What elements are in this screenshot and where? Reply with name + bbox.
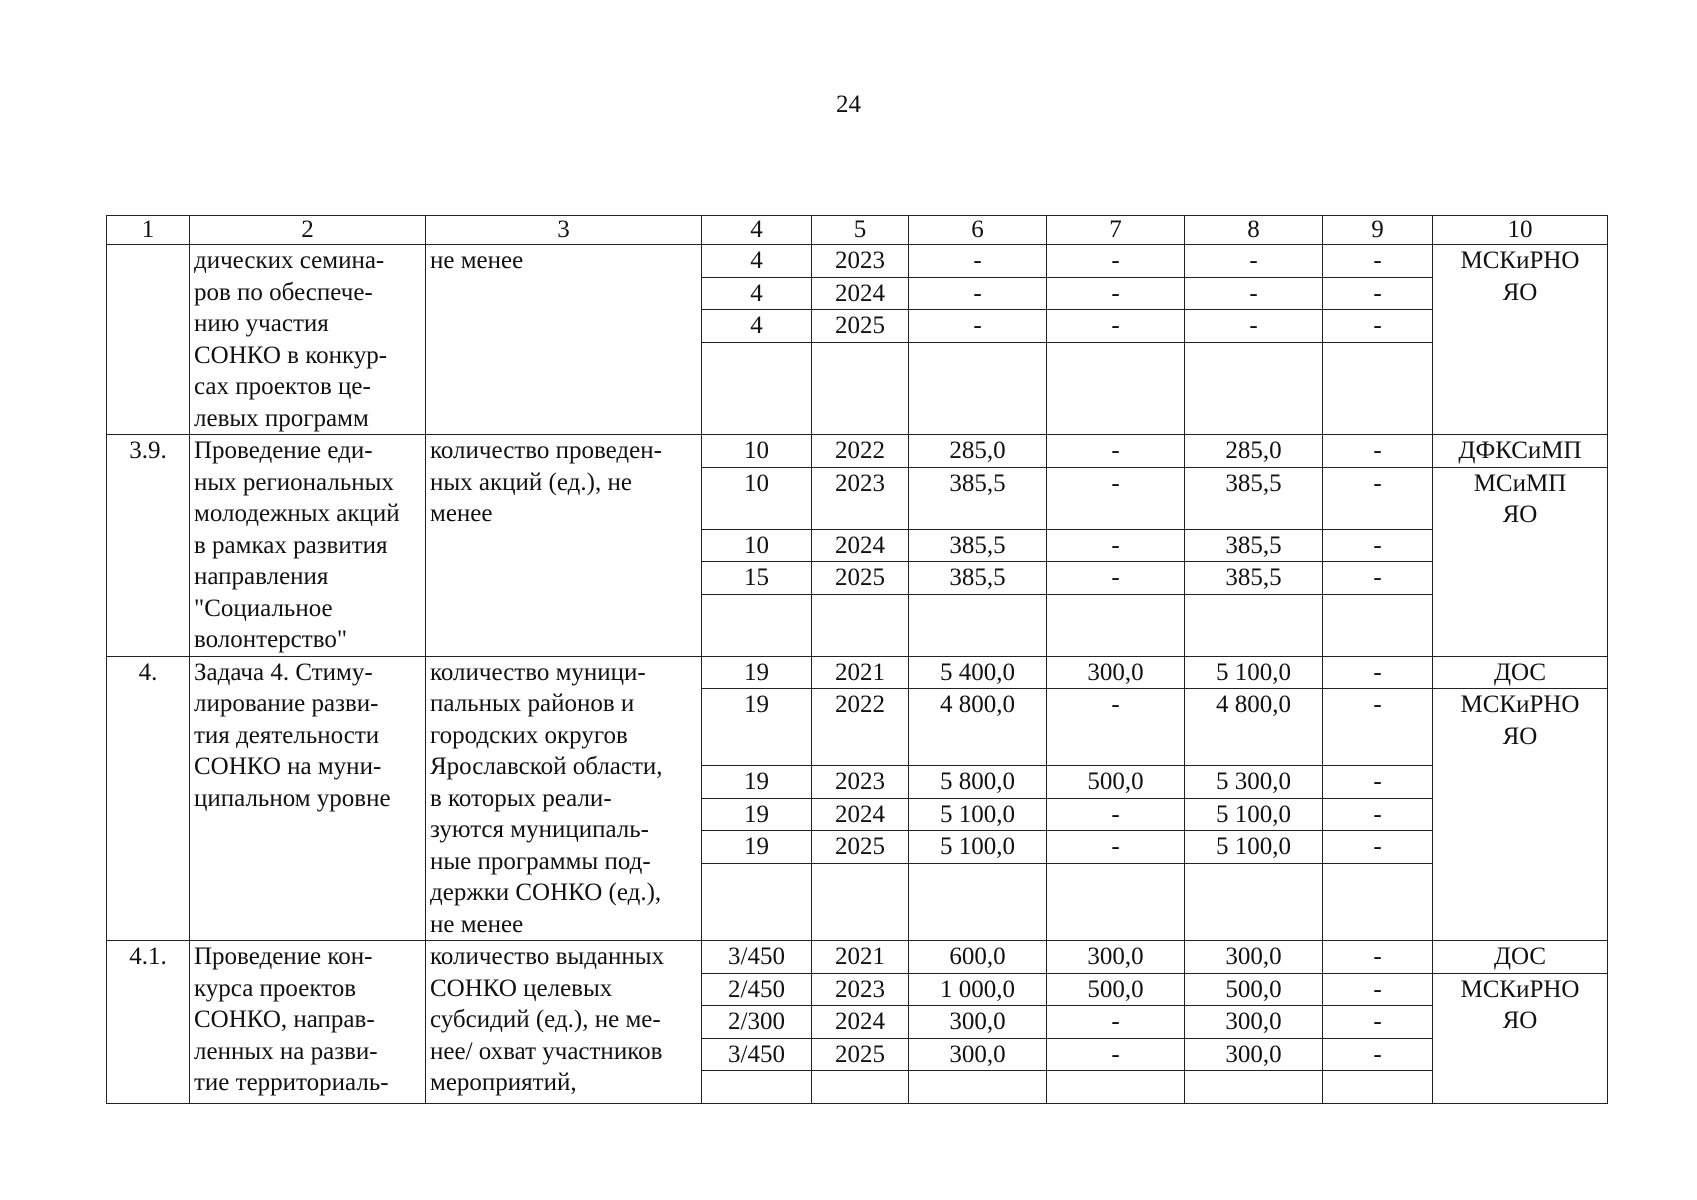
row-number-cell: 4.1. (107, 941, 190, 1104)
value-cell-c8: 300,0 (1185, 941, 1323, 974)
value-cell-c9: - (1323, 245, 1433, 278)
value-cell-c4: 15 (702, 562, 812, 595)
responsible-line: ЯО (1502, 278, 1538, 306)
responsible-cell (1433, 689, 1608, 941)
table-body (107, 216, 1608, 1104)
value-cell-c7: - (1047, 467, 1185, 529)
value-cell-c9: - (1323, 1006, 1433, 1039)
filler-cell (702, 594, 812, 656)
activity-name-cell-line: сах проектов це- (194, 373, 371, 400)
column-header: 9 (1323, 216, 1433, 245)
indicator-cell (426, 435, 702, 657)
value-cell-c6: 385,5 (909, 467, 1047, 529)
responsible-cell (1433, 467, 1608, 656)
value-cell-c8: 5 100,0 (1185, 798, 1323, 831)
value-cell-c5: 2024 (812, 277, 909, 310)
value-cell-c6: 5 800,0 (909, 766, 1047, 799)
activity-name-cell (190, 435, 426, 657)
value-cell-c8: 300,0 (1185, 1038, 1323, 1071)
value-cell-c8: 285,0 (1185, 435, 1323, 468)
responsible-cell (1433, 941, 1608, 974)
activity-name-cell (190, 656, 426, 941)
value-cell-c8: 385,5 (1185, 467, 1323, 529)
value-cell-c7: - (1047, 245, 1185, 278)
responsible-line: МСКиРНО (1460, 247, 1580, 274)
value-cell-c7: - (1047, 529, 1185, 562)
value-cell-c4: 10 (702, 467, 812, 529)
indicator-cell-line: субсидий (ед.), не ме- (430, 1006, 661, 1033)
activity-name-cell-line: ных региональных (194, 468, 394, 496)
indicator-cell-line: менее (430, 500, 493, 527)
value-cell-c4: 19 (702, 766, 812, 799)
filler-cell (909, 594, 1047, 656)
activity-name-cell-line: волонтерство" (194, 626, 348, 653)
value-cell-c4: 4 (702, 277, 812, 310)
responsible-line: ЯО (1502, 1007, 1538, 1034)
value-cell-c7: - (1047, 277, 1185, 310)
indicator-cell-line: Ярославской области, (430, 753, 663, 780)
indicator-cell-line: пальных районов и (430, 690, 635, 717)
value-cell-c9: - (1323, 277, 1433, 310)
activity-name-cell-line: СОНКО, направ- (194, 1006, 375, 1033)
indicator-cell-line: нее/ охват участников (430, 1037, 663, 1065)
indicator-cell-line: ные программы под- (430, 847, 651, 875)
activity-name-cell-line: ров по обеспече- (194, 278, 373, 306)
indicator-cell (426, 656, 702, 941)
value-cell-c8: - (1185, 310, 1323, 343)
responsible-cell (1433, 435, 1608, 468)
filler-cell (1047, 594, 1185, 656)
value-cell-c4: 19 (702, 656, 812, 689)
value-cell-c4: 2/450 (702, 973, 812, 1006)
value-cell-c5: 2025 (812, 562, 909, 595)
value-cell-c9: - (1323, 831, 1433, 864)
value-cell-c9: - (1323, 656, 1433, 689)
value-cell-c6: 385,5 (909, 529, 1047, 562)
value-cell-c8: 5 100,0 (1185, 656, 1323, 689)
value-cell-c4: 2/300 (702, 1006, 812, 1039)
value-cell-c4: 4 (702, 310, 812, 343)
indicator-cell-line: в которых реали- (430, 784, 612, 812)
indicator-cell-line: не менее (430, 910, 524, 938)
filler-cell (1047, 342, 1185, 435)
column-header: 7 (1047, 216, 1185, 245)
value-cell-c6: - (909, 245, 1047, 278)
responsible-line: МСКиРНО (1460, 691, 1580, 718)
value-cell-c9: - (1323, 467, 1433, 529)
filler-cell (1323, 1071, 1433, 1104)
table-row (107, 435, 1608, 468)
row-number-cell (107, 245, 190, 435)
value-cell-c8: 385,5 (1185, 529, 1323, 562)
value-cell-c7: - (1047, 1006, 1185, 1039)
filler-cell (812, 863, 909, 940)
filler-cell (1185, 863, 1323, 940)
indicator-cell-line: городских округов (430, 721, 628, 749)
activity-name-cell (190, 245, 426, 435)
filler-cell (1185, 342, 1323, 435)
value-cell-c8: 4 800,0 (1185, 689, 1323, 766)
value-cell-c9: - (1323, 1038, 1433, 1071)
value-cell-c4: 10 (702, 435, 812, 468)
responsible-line: ДФКСиМП (1458, 437, 1582, 464)
responsible-line: МСиМП (1473, 469, 1567, 497)
value-cell-c7: 300,0 (1047, 941, 1185, 974)
filler-cell (909, 342, 1047, 435)
value-cell-c6: 5 100,0 (909, 798, 1047, 831)
column-header: 8 (1185, 216, 1323, 245)
table-row (107, 941, 1608, 974)
value-cell-c5: 2023 (812, 245, 909, 278)
filler-cell (1323, 594, 1433, 656)
value-cell-c9: - (1323, 766, 1433, 799)
responsible-line: ЯО (1502, 722, 1538, 750)
indicator-cell-line: количество муници- (430, 658, 646, 686)
indicator-cell-line: держки СОНКО (ед.), (430, 879, 662, 906)
value-cell-c8: 300,0 (1185, 1006, 1323, 1039)
activity-name-cell-line: молодежных акций (194, 500, 400, 527)
column-header: 2 (190, 216, 426, 245)
responsible-line: МСКиРНО (1460, 975, 1580, 1003)
filler-cell (909, 1071, 1047, 1104)
column-header: 5 (812, 216, 909, 245)
filler-cell (812, 342, 909, 435)
value-cell-c6: 300,0 (909, 1006, 1047, 1039)
value-cell-c6: 385,5 (909, 562, 1047, 595)
filler-cell (1323, 342, 1433, 435)
responsible-line: ДОС (1493, 943, 1547, 970)
value-cell-c7: - (1047, 1038, 1185, 1071)
value-cell-c9: - (1323, 562, 1433, 595)
value-cell-c7: - (1047, 798, 1185, 831)
indicator-cell (426, 941, 702, 1104)
value-cell-c9: - (1323, 689, 1433, 766)
value-cell-c6: 285,0 (909, 435, 1047, 468)
value-cell-c6: 5 400,0 (909, 656, 1047, 689)
activity-name-cell-line: тие территориаль- (194, 1069, 389, 1096)
indicator-cell-line: не менее (430, 247, 524, 274)
value-cell-c8: 5 100,0 (1185, 831, 1323, 864)
value-cell-c7: 500,0 (1047, 973, 1185, 1006)
value-cell-c9: - (1323, 435, 1433, 468)
value-cell-c6: 1 000,0 (909, 973, 1047, 1006)
column-header: 3 (426, 216, 702, 245)
activity-name-cell-line: в рамках развития (194, 531, 388, 559)
value-cell-c4: 3/450 (702, 1038, 812, 1071)
value-cell-c6: 300,0 (909, 1038, 1047, 1071)
value-cell-c4: 19 (702, 831, 812, 864)
value-cell-c7: 300,0 (1047, 656, 1185, 689)
value-cell-c5: 2021 (812, 656, 909, 689)
value-cell-c7: - (1047, 831, 1185, 864)
responsible-cell (1433, 973, 1608, 1103)
value-cell-c5: 2025 (812, 831, 909, 864)
indicator-cell-line: количество проведен- (430, 437, 662, 464)
activity-name-cell-line: Задача 4. Стиму- (194, 658, 373, 686)
value-cell-c5: 2025 (812, 1038, 909, 1071)
indicator-cell-line: количество выданных (430, 943, 665, 970)
value-cell-c6: - (909, 310, 1047, 343)
filler-cell (1323, 863, 1433, 940)
value-cell-c9: - (1323, 529, 1433, 562)
value-cell-c5: 2024 (812, 1006, 909, 1039)
indicator-cell-line: ных акций (ед.), не (430, 468, 632, 496)
column-number-row (107, 216, 1608, 245)
activity-name-cell-line: дических семина- (194, 247, 385, 274)
value-cell-c8: 5 300,0 (1185, 766, 1323, 799)
activity-name-cell-line: ленных на разви- (194, 1037, 378, 1065)
page-number: 24 (836, 91, 861, 118)
indicator-cell-line: мероприятий, (430, 1069, 577, 1096)
indicator-cell-line: зуются муниципаль- (430, 816, 650, 843)
responsible-cell (1433, 245, 1608, 435)
value-cell-c5: 2024 (812, 529, 909, 562)
value-cell-c5: 2023 (812, 467, 909, 529)
activity-name-cell-line: направления (194, 563, 329, 590)
row-number-cell: 3.9. (107, 435, 190, 657)
value-cell-c5: 2024 (812, 798, 909, 831)
activity-name-cell-line: Проведение еди- (194, 437, 373, 464)
value-cell-c5: 2023 (812, 973, 909, 1006)
row-number-cell: 4. (107, 656, 190, 941)
activity-name-cell-line: СОНКО в конкур- (194, 341, 388, 369)
value-cell-c8: - (1185, 277, 1323, 310)
filler-cell (1185, 594, 1323, 656)
column-header: 6 (909, 216, 1047, 245)
value-cell-c4: 4 (702, 245, 812, 278)
value-cell-c7: - (1047, 689, 1185, 766)
value-cell-c7: 500,0 (1047, 766, 1185, 799)
activity-name-cell-line: лирование разви- (194, 690, 379, 717)
filler-cell (702, 342, 812, 435)
responsible-cell (1433, 656, 1608, 689)
table-row (107, 656, 1608, 689)
filler-cell (1047, 1071, 1185, 1104)
value-cell-c4: 19 (702, 689, 812, 766)
activity-name-cell-line: Проведение кон- (194, 943, 373, 970)
column-header: 10 (1433, 216, 1608, 245)
value-cell-c4: 19 (702, 798, 812, 831)
value-cell-c7: - (1047, 562, 1185, 595)
activity-name-cell-line: тия деятельности (194, 721, 380, 749)
filler-cell (812, 594, 909, 656)
value-cell-c8: - (1185, 245, 1323, 278)
activity-name-cell-line: ципальном уровне (194, 784, 391, 812)
column-header: 1 (107, 216, 190, 245)
value-cell-c7: - (1047, 435, 1185, 468)
program-table (106, 215, 1608, 1104)
value-cell-c8: 500,0 (1185, 973, 1323, 1006)
value-cell-c8: 385,5 (1185, 562, 1323, 595)
indicator-cell-line: СОНКО целевых (430, 974, 613, 1002)
filler-cell (812, 1071, 909, 1104)
responsible-line: ЯО (1502, 501, 1538, 528)
value-cell-c5: 2021 (812, 941, 909, 974)
value-cell-c7: - (1047, 310, 1185, 343)
value-cell-c9: - (1323, 941, 1433, 974)
value-cell-c6: 600,0 (909, 941, 1047, 974)
value-cell-c6: 4 800,0 (909, 689, 1047, 766)
value-cell-c5: 2023 (812, 766, 909, 799)
value-cell-c9: - (1323, 973, 1433, 1006)
filler-cell (702, 1071, 812, 1104)
activity-name-cell-line: курса проектов (194, 974, 357, 1002)
value-cell-c5: 2025 (812, 310, 909, 343)
indicator-cell (426, 245, 702, 435)
filler-cell (702, 863, 812, 940)
table-row (107, 245, 1608, 278)
value-cell-c5: 2022 (812, 689, 909, 766)
value-cell-c6: 5 100,0 (909, 831, 1047, 864)
value-cell-c9: - (1323, 310, 1433, 343)
responsible-line: ДОС (1493, 658, 1547, 686)
activity-name-cell (190, 941, 426, 1104)
value-cell-c6: - (909, 277, 1047, 310)
filler-cell (909, 863, 1047, 940)
value-cell-c4: 10 (702, 529, 812, 562)
activity-name-cell-line: СОНКО на муни- (194, 753, 382, 780)
value-cell-c5: 2022 (812, 435, 909, 468)
activity-name-cell-line: "Социальное (194, 594, 333, 622)
column-header: 4 (702, 216, 812, 245)
value-cell-c9: - (1323, 798, 1433, 831)
filler-cell (1185, 1071, 1323, 1104)
activity-name-cell-line: левых программ (194, 404, 369, 432)
value-cell-c4: 3/450 (702, 941, 812, 974)
activity-name-cell-line: нию участия (194, 310, 329, 337)
filler-cell (1047, 863, 1185, 940)
